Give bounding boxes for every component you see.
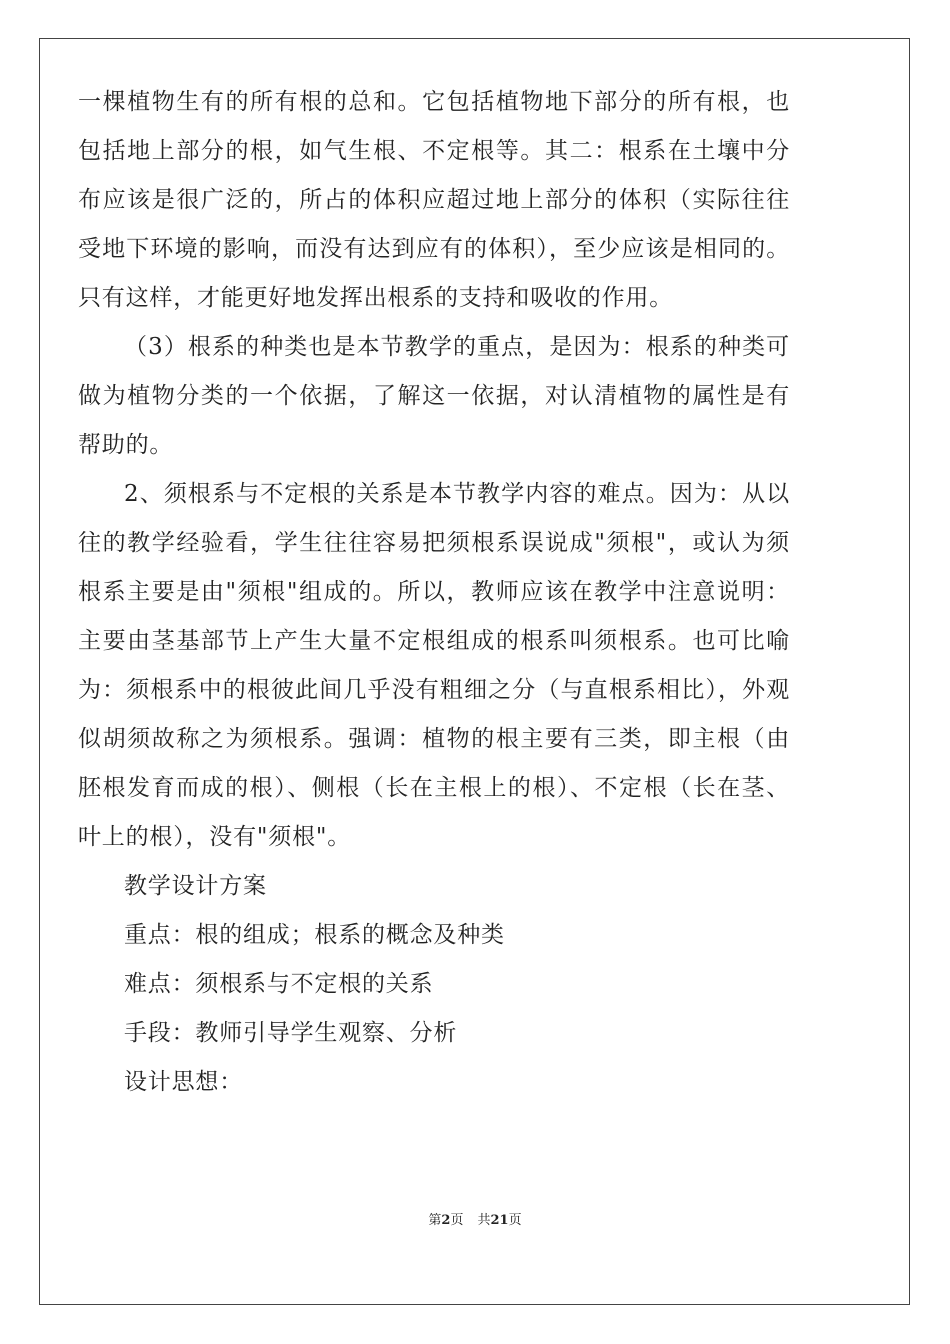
paragraph-root-system-definition: 一棵植物生有的所有根的总和。它包括植物地下部分的所有根，也包括地上部分的根，如气生根、不定根等。其二：根系在土壤中分布应该是很广泛的，所占的体积应超过地上部分的体积（实际往往受地下环境的影响，而没有达到应有的体积），至少应该是相同的。只有这样，才能更好地发挥出根系的支持和吸收的作用。	[78, 89, 790, 311]
line-methods: 手段：教师引导学生观察、分析	[124, 1020, 458, 1046]
line-key-points: 重点：根的组成；根系的概念及种类	[124, 922, 505, 948]
footer-page-number: 2	[441, 1213, 451, 1228]
line-design-idea: 设计思想：	[124, 1069, 243, 1095]
footer-page-suffix: 页	[450, 1213, 464, 1228]
paragraph-fibrous-root-difficulty: 2、须根系与不定根的关系是本节教学内容的难点。因为：从以往的教学经验看，学生往往容易把须根系误说成"须根"，或认为须根系主要是由"须根"组成的。所以，教师应该在教学中注意说明：主要由茎基部节上产生大量不定根组成的根系叫须根系。也可比喻为：须根系中的根彼此间几乎没有粗细之分（与直根系相比），外观似胡须故称之为须根系。强调：植物的根主要有三类，即主根（由胚根发育而成的根）、侧根（长在主根上的根）、不定根（长在茎、叶上的根），没有"须根"。	[78, 481, 790, 850]
heading-teaching-design: 教学设计方案	[124, 873, 267, 899]
footer-total-suffix: 页	[508, 1213, 522, 1228]
footer-total-pages: 21	[490, 1213, 509, 1228]
paragraph-root-system-types: （3）根系的种类也是本节教学的重点，是因为：根系的种类可做为植物分类的一个依据，了解这一依据，对认清植物的属性是有帮助的。	[78, 334, 790, 458]
page-footer	[0, 1209, 950, 1228]
footer-page-prefix: 第	[428, 1213, 442, 1228]
line-difficult-points: 难点：须根系与不定根的关系	[124, 971, 434, 997]
document-body	[78, 78, 790, 1107]
footer-total-prefix: 共	[477, 1213, 491, 1228]
